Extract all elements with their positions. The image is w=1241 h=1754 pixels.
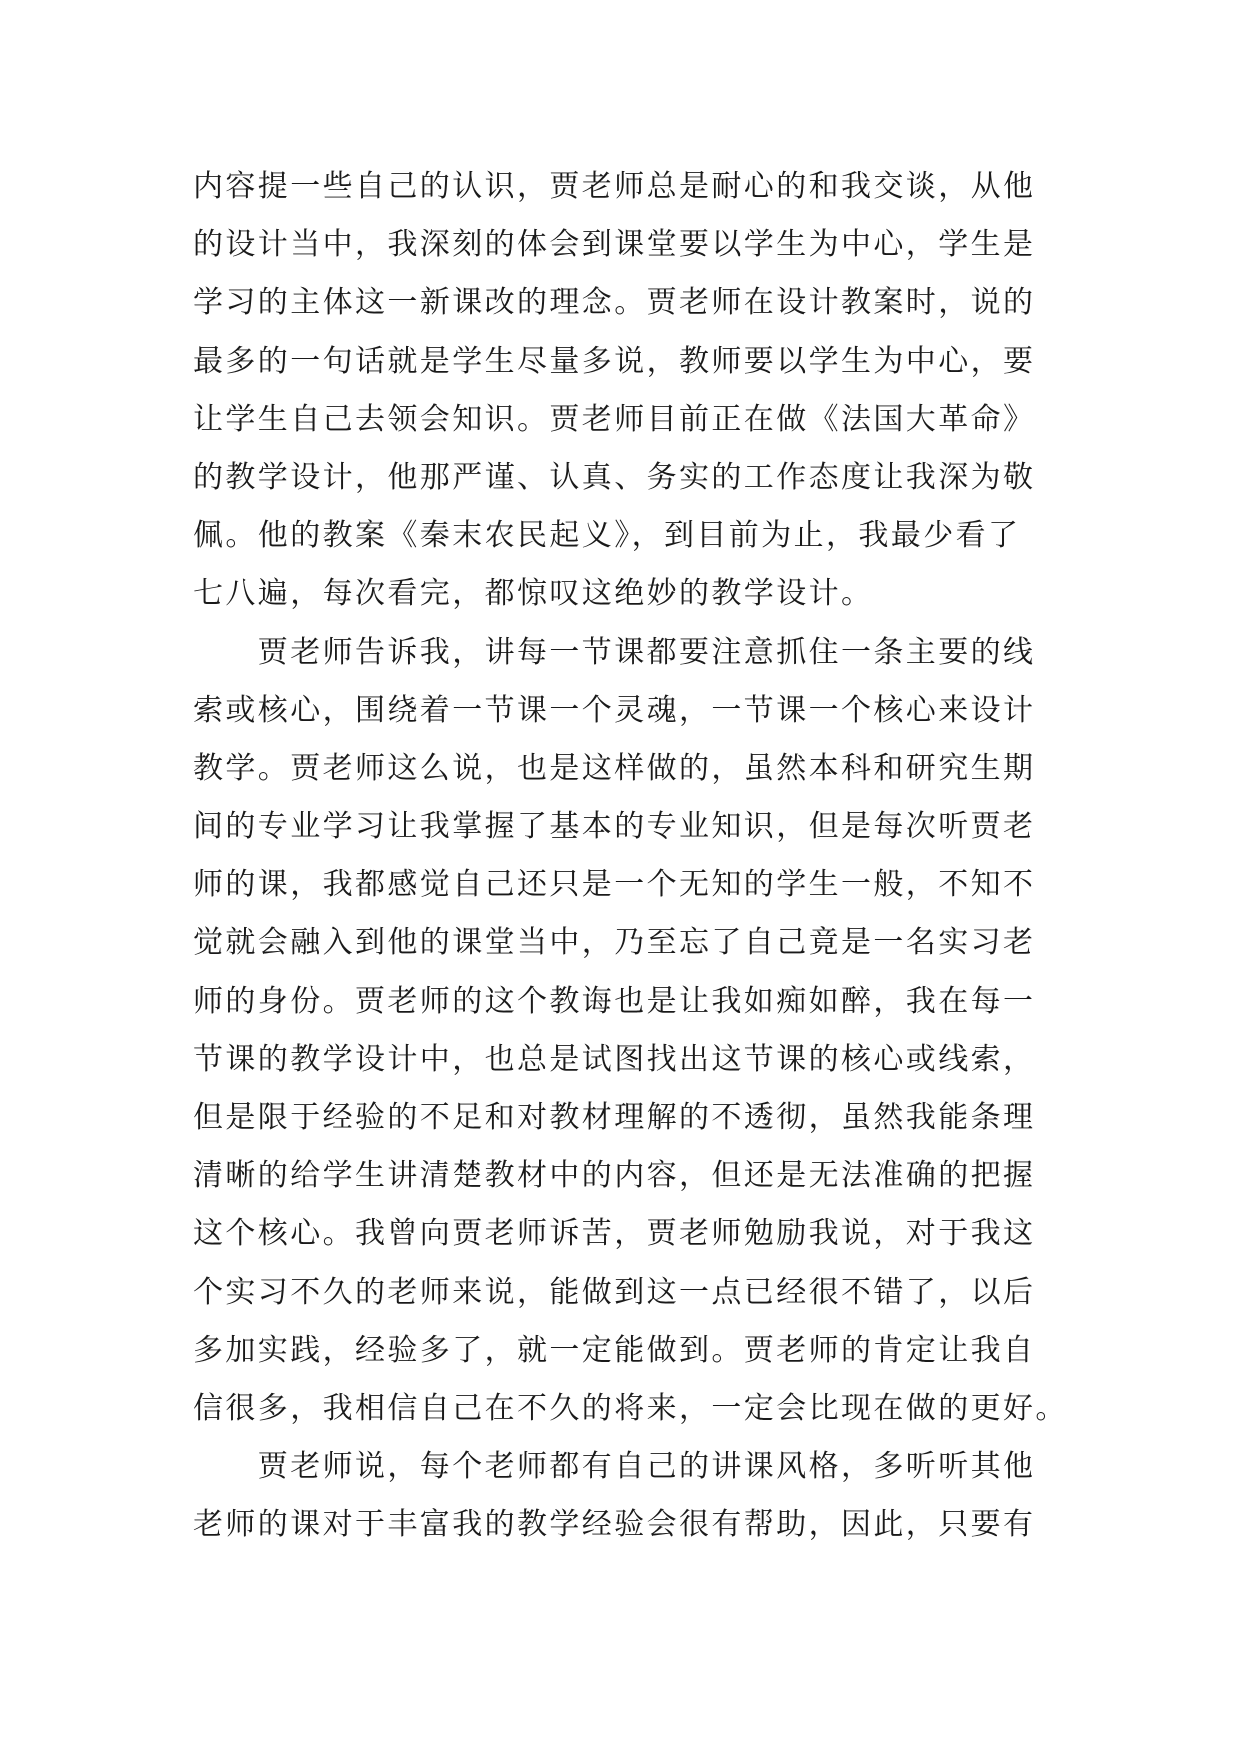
text-line: 但是限于经验的不足和对教材理解的不透彻，虽然我能条理	[193, 1100, 1036, 1135]
text-line: 最多的一句话就是学生尽量多说，教师要以学生为中心，要	[193, 343, 1036, 379]
text-line: 清晰的给学生讲清楚教材中的内容，但还是无法准确的把握	[193, 1158, 1036, 1194]
text-line: 节课的教学设计中，也总是试图找出这节课的核心或线索，	[193, 1041, 1036, 1077]
text-line: 信很多，我相信自己在不久的将来，一定会比现在做的更好。	[193, 1390, 1068, 1426]
text-line: 贾老师告诉我，讲每一节课都要注意抓住一条主要的线	[193, 634, 1036, 670]
text-line: 七八遍，每次看完，都惊叹这绝妙的教学设计。	[193, 576, 874, 612]
text-line: 内容提一些自己的认识，贾老师总是耐心的和我交谈，从他	[193, 169, 1036, 204]
text-line: 让学生自己去领会知识。贾老师目前正在做《法国大革命》	[193, 401, 1036, 437]
text-line: 佩。他的教案《秦末农民起义》，到目前为止，我最少看了	[193, 518, 1021, 554]
text-line: 贾老师说，每个老师都有自己的讲课风格，多听听其他	[193, 1449, 1036, 1485]
text-line: 这个核心。我曾向贾老师诉苦，贾老师勉励我说，对于我这	[193, 1216, 1036, 1252]
text-line: 教学。贾老师这么说，也是这样做的，虽然本科和研究生期	[193, 750, 1036, 786]
text-line: 学习的主体这一新课改的理念。贾老师在设计教案时，说的	[193, 285, 1036, 321]
text-line: 索或核心，围绕着一节课一个灵魂，一节课一个核心来设计	[193, 692, 1036, 728]
text-line: 老师的课对于丰富我的教学经验会很有帮助，因此，只要有	[193, 1507, 1036, 1543]
text-line: 多加实践，经验多了，就一定能做到。贾老师的肯定让我自	[193, 1332, 1036, 1368]
body-text	[193, 158, 1068, 1555]
text-line: 个实习不久的老师来说，能做到这一点已经很不错了，以后	[193, 1274, 1036, 1310]
text-line: 间的专业学习让我掌握了基本的专业知识，但是每次听贾老	[193, 809, 1036, 845]
text-line: 的教学设计，他那严谨、认真、务实的工作态度让我深为敬	[193, 459, 1036, 495]
text-line: 师的身份。贾老师的这个教诲也是让我如痴如醉，我在每一	[193, 983, 1036, 1019]
text-line: 的设计当中，我深刻的体会到课堂要以学生为中心，学生是	[193, 227, 1036, 263]
text-line: 觉就会融入到他的课堂当中，乃至忘了自己竟是一名实习老	[193, 925, 1036, 961]
text-line: 师的课，我都感觉自己还只是一个无知的学生一般，不知不	[193, 867, 1036, 903]
